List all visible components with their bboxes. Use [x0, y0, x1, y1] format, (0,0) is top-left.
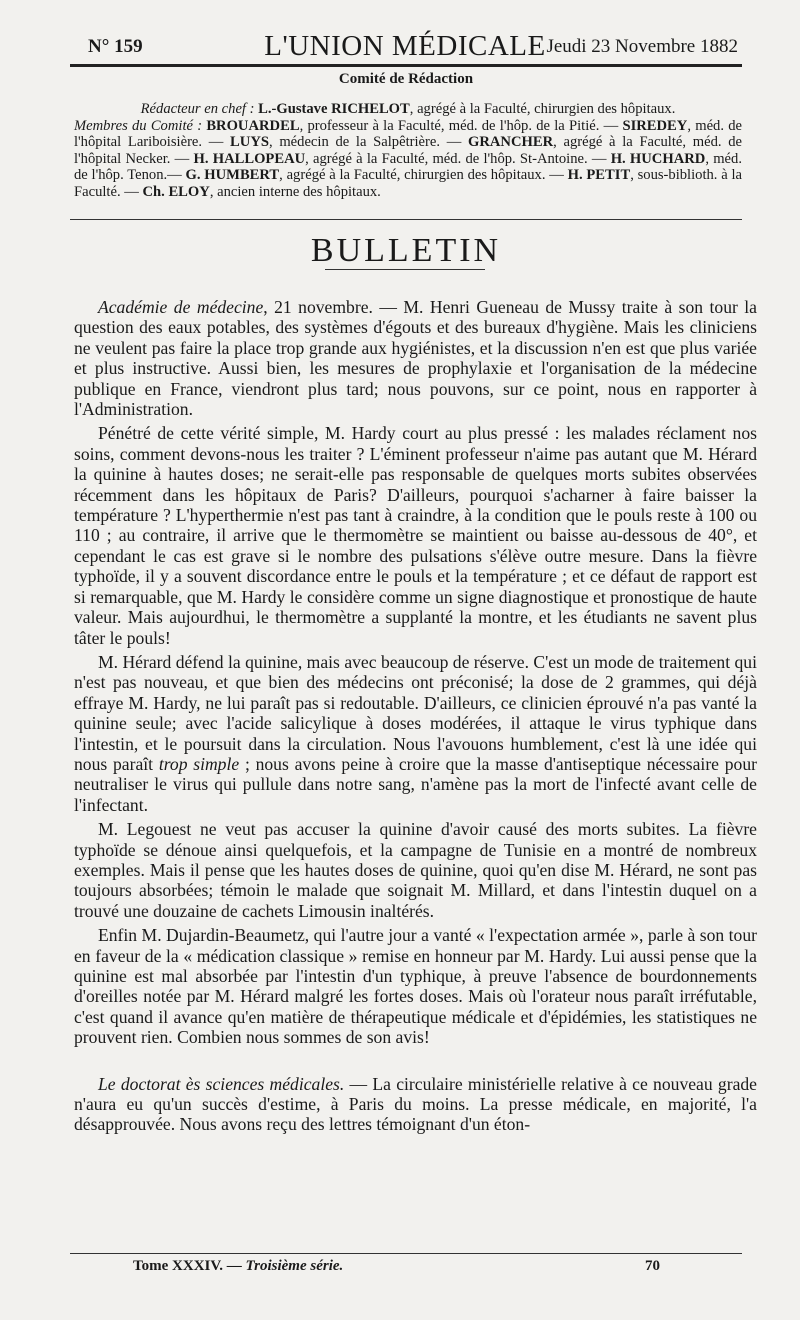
paragraph: Pénétré de cette vérité simple, M. Hardy court au plus pressé : les malades réclament nos soins, comment devons-nous les traiter ? L'éminent professeur n'aime pas autant que M. Hérard la quinine à hautes doses; ne serait-elle pas responsable de quelques morts subites observées récemment dans les hôpitaux de Paris? D'ailleurs, pourquoi s'acharner à faire baisser la température ? L'hyperthermie n'est pas tant à craindre, à la condition que le pouls reste à 100 ou 110 ; au contraire, il arrive que le thermomètre se maintient ou baisse au-dessous de 40°, et cependant le cas est grave si le nombre des pulsations s'élève outre mesure. Dans la fièvre typhoïde, il y a souvent discordance entre le pouls et la température ; et ce défaut de rapport est si remarquable, que M. Hardy le considère comme un signe diagnostique et pronostique de haute valeur. Mais aujourdhui, le thermomètre a supplanté la montre, et les étudiants ne savent plus tâter le pouls! [74, 423, 757, 648]
volume-line: Tome XXXIV. — Troisième série. [133, 1258, 344, 1274]
journal-title: L'UNION MÉDICALE [264, 30, 546, 62]
page-number: 70 [645, 1258, 660, 1274]
editor-in-chief-line: Rédacteur en chef : L.-Gustave RICHELOT, agrégé à la Faculté, chirurgien des hôpitaux. [140, 101, 676, 117]
committee-rule [70, 219, 742, 220]
paragraph: Enfin M. Dujardin-Beaumetz, qui l'autre jour a vanté « l'expectation armée », parle à son tour en faveur de la « médication classique » remise en honneur par M. Hardy. Lui aussi pense que la quinine est mal absorbée par l'intestin d'un typhique, à preuve l'absence de bourdonnements d'oreilles notée par M. Hérard malgré les fortes doses. Mais où l'orateur nous paraît irréfutable, c'est quand il avance qu'en matière de thérapeutique médicale et d'épidémies, les statistiques ne prouvent rien. Combien nous sommes de son avis! [74, 925, 757, 1048]
issue-date: Jeudi 23 Novembre 1882 [546, 36, 738, 57]
footer-rule [70, 1253, 742, 1254]
masthead-rule [70, 64, 742, 67]
committee-heading: Comité de Rédaction [338, 71, 474, 87]
paragraph: M. Legouest ne veut pas accuser la quinine d'avoir causé des morts subites. La fièvre typhoïde se dénoue ainsi quelquefois, et la campagne de Tunisie en a montré de nombreux exemples. Mais il pense que les hautes doses de quinine, quoi qu'en dise M. Hérard, ne sont pas toujours absorbées; témoin le malade que soignait M. Millard, et dans l'intestin duquel on a trouvé une douzaine de cachets Limousin inaltérés. [74, 819, 757, 921]
paragraph: M. Hérard défend la quinine, mais avec beaucoup de réserve. C'est un mode de traitement qui n'est pas nouveau, et que bien des médecins ont préconisé; la dose de 2 grammes, qui déjà effraye M. Hardy, ne lui paraît pas si redoutable. D'ailleurs, ce clinicien éprouvé n'a pas vanté la quinine seule; avec l'acide salicylique à doses modérées, il attaque le virus typhique dans l'intestin, et le poursuit dans la circulation. Nous l'avouons humblement, c'est là une idée qui nous paraît trop simple ; nous avons peine à croire que la masse d'antiseptique nécessaire pour neutraliser le virus qui pullule dans notre sang, n'amène pas la mort de l'infecté avant celle de l'infectant. [74, 651, 757, 815]
section-title: BULLETIN [310, 232, 502, 269]
editorial-committee [74, 101, 742, 200]
issue-number: N° 159 [88, 36, 143, 57]
paragraph: Le doctorat ès sciences médicales. — La circulaire ministérielle relative à ce nouveau grade n'aura eu qu'un succès d'estime, à Paris du moins. La presse médicale, en majorité, l'a désapprouvée. Nous avons reçu des lettres témoignant d'un éton- [74, 1073, 757, 1135]
paragraph: Académie de médecine, 21 novembre. — M. Henri Gueneau de Mussy traite à son tour la question des eaux potables, des systèmes d'égouts et des bureaux d'hygiène. Mais les cliniciens ne veulent pas faire la place trop grande aux hygiénistes, et la discussion n'en est que plus variée et plus instructive. Aussi bien, les mesures de prophylaxie et l'organisation de la médecine publique en France, viendront plus tard; nous pouvons, sur ce point, nous en rapporter à l'Administration. [74, 297, 757, 420]
title-underline [325, 269, 485, 270]
masthead [70, 30, 740, 64]
committee-members: Membres du Comité : BROUARDEL, professeur à la Faculté, méd. de l'hôp. de la Pitié. — SIREDEY, méd. de l'hôpital Lariboisière. — LUYS, médecin de la Salpêtrière. — GRANCHER, agrégé à la Faculté, méd. de l'hôpital Necker. — H. HALLOPEAU, agrégé à la Faculté, méd. de l'hôp. St-Antoine. — H. HUCHARD, méd. de l'hôp. Tenon.— G. HUMBERT, agrégé à la Faculté, chirurgien des hôpitaux. — H. PETIT, sous-biblioth. à la Faculté. — Ch. ELOY, ancien interne des hôpitaux. [74, 117, 743, 200]
bulletin-body [74, 297, 757, 1139]
